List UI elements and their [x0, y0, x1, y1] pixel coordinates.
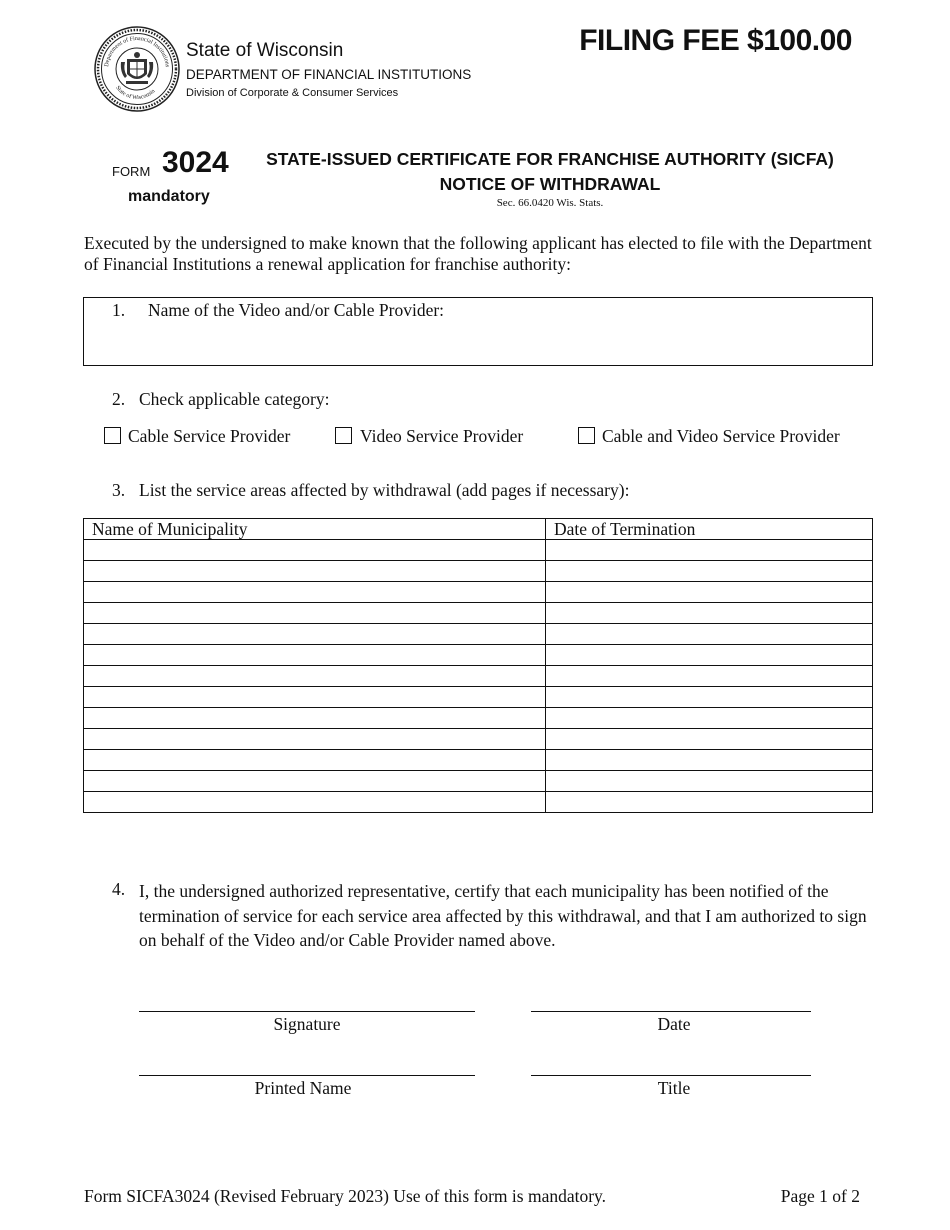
video-service-provider-label: Video Service Provider — [360, 426, 524, 446]
form-title: STATE-ISSUED CERTIFICATE FOR FRANCHISE AUTHORITY (SICFA) — [266, 149, 834, 169]
table-row — [84, 561, 873, 582]
state-name: State of Wisconsin — [186, 40, 344, 61]
table-header-row — [84, 519, 873, 540]
cable-service-provider-checkbox[interactable] — [104, 427, 121, 444]
filing-fee: FILING FEE $100.00 — [579, 24, 852, 57]
termination-date-cell[interactable] — [546, 582, 873, 603]
column-header-termination-date: Date of Termination — [546, 519, 873, 540]
table-row — [84, 729, 873, 750]
video-service-provider-checkbox[interactable] — [335, 427, 352, 444]
column-header-municipality: Name of Municipality — [84, 519, 546, 540]
certification-statement: I, the undersigned authorized representative, certify that each municipality has been notified of the termination of service for each service area affected by this withdrawal, and that I am authorized to sign on behalf of the Video and/or Cable Provider named above. — [139, 881, 867, 950]
item-number: 4. — [112, 879, 126, 899]
municipality-cell[interactable] — [84, 582, 546, 603]
item-number: 2. — [112, 389, 126, 409]
table-row — [84, 750, 873, 771]
municipality-cell[interactable] — [84, 708, 546, 729]
provider-name-label: Name of the Video and/or Cable Provider: — [148, 300, 445, 320]
termination-date-cell[interactable] — [546, 708, 873, 729]
termination-date-cell[interactable] — [546, 624, 873, 645]
municipality-cell[interactable] — [84, 561, 546, 582]
title-label: Title — [657, 1078, 691, 1098]
form-number: 3024 — [162, 146, 229, 179]
seal-text-top: Department of Financial Institutions — [104, 35, 170, 68]
table-row — [84, 687, 873, 708]
municipality-cell[interactable] — [84, 645, 546, 666]
service-areas-table — [83, 518, 873, 813]
date-label: Date — [657, 1014, 691, 1034]
termination-date-cell[interactable] — [546, 792, 873, 813]
page-number: Page 1 of 2 — [780, 1186, 860, 1206]
cable-service-provider-label: Cable Service Provider — [128, 426, 291, 446]
date-line[interactable] — [531, 1011, 811, 1012]
termination-date-cell[interactable] — [546, 729, 873, 750]
title-block — [250, 146, 850, 210]
form-footer-note: Form SICFA3024 (Revised February 2023) Use of this form is mandatory. — [84, 1186, 607, 1206]
termination-date-cell[interactable] — [546, 603, 873, 624]
printed-name-line[interactable] — [139, 1075, 475, 1076]
table-row — [84, 708, 873, 729]
municipality-cell[interactable] — [84, 540, 546, 561]
table-row — [84, 603, 873, 624]
table-row — [84, 666, 873, 687]
mandatory-label: mandatory — [128, 188, 210, 205]
termination-date-cell[interactable] — [546, 561, 873, 582]
division-name: Division of Corporate & Consumer Services — [186, 87, 399, 99]
termination-date-cell[interactable] — [546, 771, 873, 792]
item-number: 1. — [112, 300, 126, 320]
item-number: 3. — [112, 480, 126, 500]
termination-date-cell[interactable] — [546, 666, 873, 687]
cable-and-video-provider-checkbox[interactable] — [578, 427, 595, 444]
table-row — [84, 645, 873, 666]
signature-line[interactable] — [139, 1011, 475, 1012]
table-row — [84, 624, 873, 645]
category-label: Check applicable category: — [139, 389, 330, 409]
form-subtitle: NOTICE OF WITHDRAWAL — [439, 174, 661, 194]
table-row — [84, 792, 873, 813]
municipality-cell[interactable] — [84, 750, 546, 771]
table-row — [84, 771, 873, 792]
municipality-cell[interactable] — [84, 729, 546, 750]
termination-date-cell[interactable] — [546, 645, 873, 666]
table-row — [84, 540, 873, 561]
service-areas-label: List the service areas affected by withdrawal (add pages if necessary): — [139, 480, 630, 500]
signature-label: Signature — [273, 1014, 341, 1034]
municipality-cell[interactable] — [84, 687, 546, 708]
municipality-cell[interactable] — [84, 603, 546, 624]
cable-and-video-provider-label: Cable and Video Service Provider — [602, 426, 840, 446]
seal-text-bottom: State of Wisconsin — [114, 85, 157, 102]
printed-name-label: Printed Name — [254, 1078, 352, 1098]
table-row — [84, 582, 873, 603]
state-seal-logo — [94, 26, 180, 112]
municipality-cell[interactable] — [84, 771, 546, 792]
statute-reference: Sec. 66.0420 Wis. Stats. — [496, 197, 604, 209]
municipality-cell[interactable] — [84, 666, 546, 687]
termination-date-cell[interactable] — [546, 687, 873, 708]
title-line[interactable] — [531, 1075, 811, 1076]
municipality-cell[interactable] — [84, 624, 546, 645]
form-word: FORM — [112, 164, 151, 179]
intro-paragraph: Executed by the undersigned to make known that the following applicant has elected to file with the Department of Financial Institutions a renewal application for franchise authority: — [84, 233, 872, 274]
department-name: DEPARTMENT OF FINANCIAL INSTITUTIONS — [186, 67, 472, 82]
termination-date-cell[interactable] — [546, 750, 873, 771]
municipality-cell[interactable] — [84, 792, 546, 813]
termination-date-cell[interactable] — [546, 540, 873, 561]
